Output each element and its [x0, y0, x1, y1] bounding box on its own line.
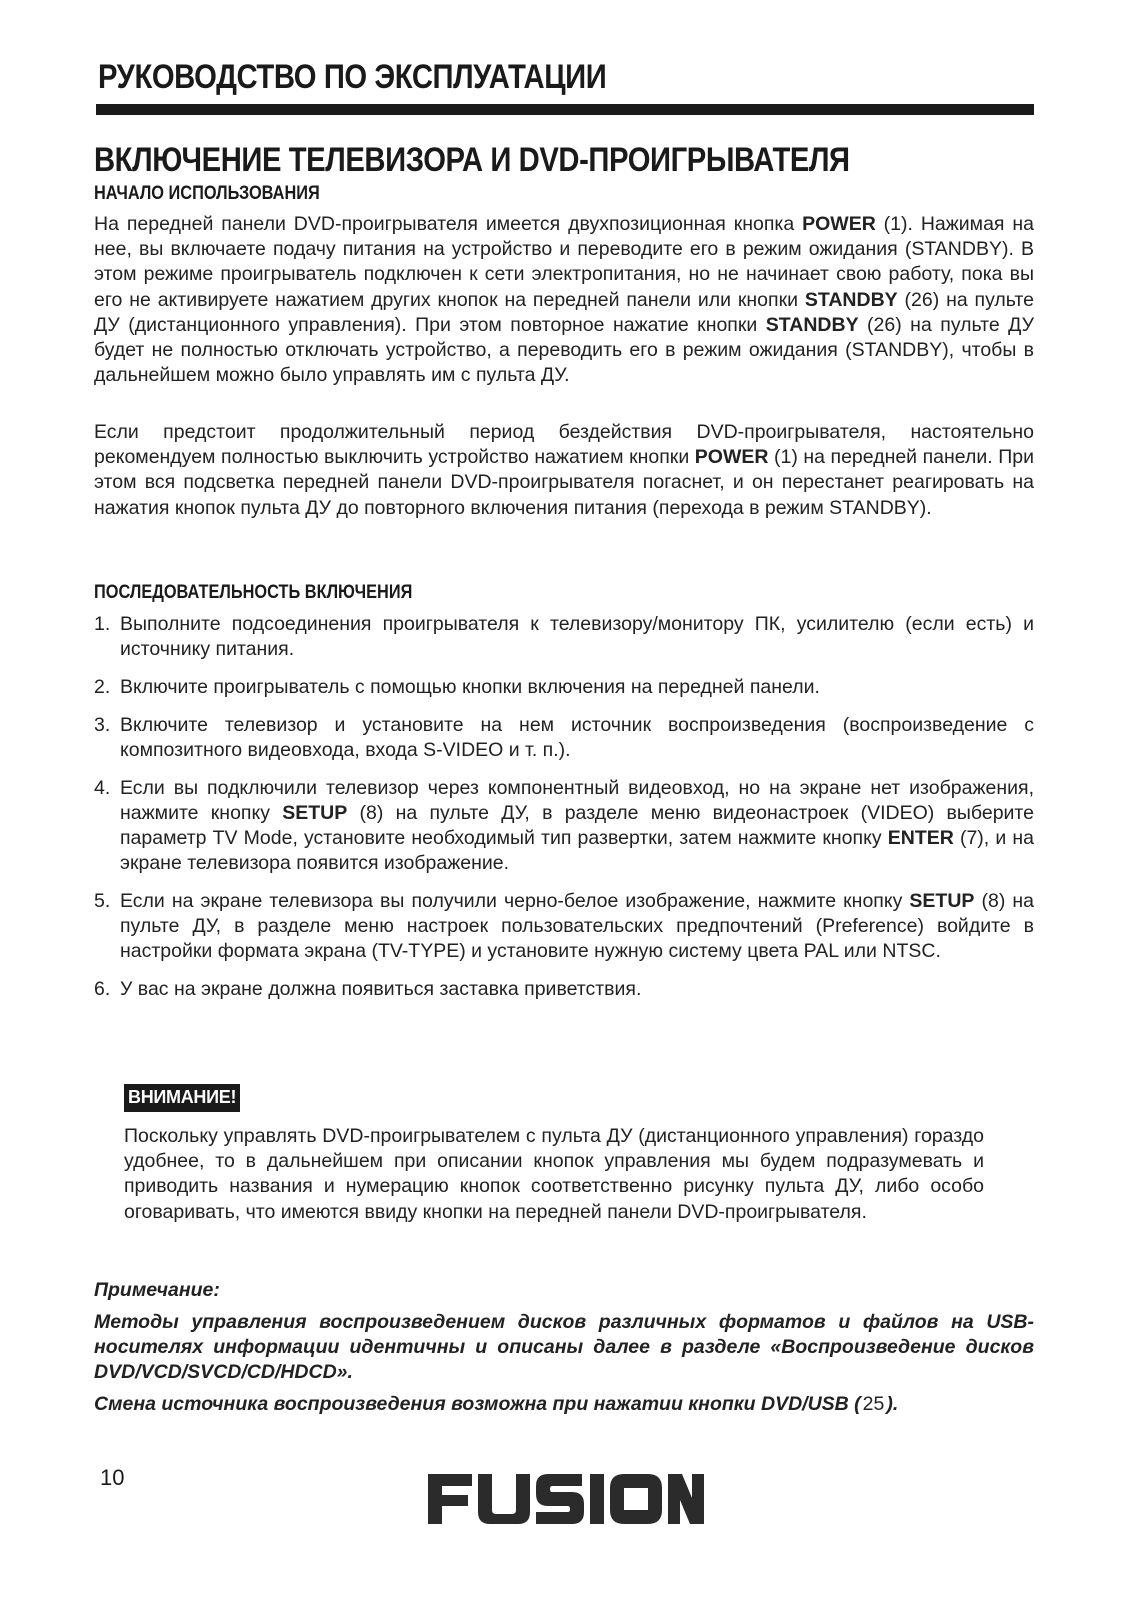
text-run: Если предстоит продолжительный период бездействия DVD-проигрывателя, настоятельно рекомендуем полностью выключить устройство нажатием кнопки — [94, 421, 1034, 469]
power-key-label: POWER — [802, 213, 876, 235]
text-run: Смена источника воспроизведения возможна при нажатии кнопки DVD/USB ( — [94, 1393, 861, 1415]
step-text: Если вы подключили телевизор через компонентный видеовход, но на экране нет изображения, нажмите кнопку — [120, 776, 1034, 824]
header-rule-divider — [96, 104, 1034, 115]
warning-text: Поскольку управлять DVD-проигрывателем с пульта ДУ (дистанционного управления) гораздо удобнее, то в дальнейшем при описании кнопок управления мы будем подразумевать и приводить названия и нумерацию кнопок соответственно рисунку пульта ДУ, либо особо оговаривать, что имеются ввиду кнопки на передней панели DVD-проигрывателя. — [124, 1125, 984, 1223]
list-item — [94, 675, 1034, 700]
step-number: 3. — [94, 713, 111, 736]
setup-key-label: SETUP — [282, 801, 348, 824]
list-item — [94, 889, 1034, 965]
step-text: Включите проигрыватель с помощью кнопки включения на передней панели. — [120, 675, 820, 698]
text-run: (26) на пульте ДУ будет не полностью отключать устройство, а переводить его в режим ожидания (STANDBY), чтобы в дальнейшем можно было управлять им с пульта ДУ. — [94, 313, 1034, 387]
power-on-steps-list — [94, 612, 1034, 1015]
note-text-source-switch — [94, 1392, 1034, 1417]
step-text: (8) на пульте ДУ, в разделе меню видеонастроек (VIDEO) выберите параметр TV Mode, установите необходимый тип развертки, затем нажмите кнопку — [120, 801, 1034, 849]
list-item — [94, 612, 1034, 662]
page-number: 10 — [100, 1465, 125, 1490]
standby-key-label: STANDBY — [765, 313, 859, 336]
list-item — [94, 776, 1034, 877]
text-run: (1) на передней панели. При этом вся подсветка передней панели DVD-проигрывателя погаснет, и он перестанет реагировать на нажатия кнопок пульта ДУ до повторного включения питания (перехода в режим STANDBY). — [94, 446, 1034, 519]
warning-badge: ВНИМАНИЕ! — [124, 1084, 240, 1112]
step-number: 6. — [94, 977, 111, 1000]
text-run: (26) на пульте ДУ (дистанционного управления). При этом повторное нажатие кнопки — [94, 288, 1034, 336]
step-text: (8) на пульте ДУ, в разделе меню настроек пользовательских предпочтений (Preference) войдите в настройки формата экрана (TV-TYPE) и установите нужную систему цвета PAL или NTSC. — [120, 889, 1034, 963]
text-run: На передней панели DVD-проигрывателя имеется двухпозиционная кнопка — [94, 213, 803, 235]
step-number: 1. — [94, 613, 111, 635]
start-paragraph-2 — [94, 420, 1034, 521]
power-key-label: POWER — [694, 446, 769, 469]
standby-key-label: STANDBY — [804, 288, 898, 311]
step-number: 2. — [94, 675, 111, 698]
setup-key-label: SETUP — [909, 889, 975, 912]
text-run: ). — [886, 1393, 899, 1415]
sequence-subheading: ПОСЛЕДОВАТЕЛЬНОСТЬ ВКЛЮЧЕНИЯ — [94, 582, 413, 603]
list-item — [94, 977, 1034, 1002]
step-text: (7), и на экране телевизора появится изображение. — [120, 826, 1034, 875]
note-title: Примечание: — [94, 1279, 220, 1301]
step-text: Если на экране телевизора вы получили черно-белое изображение, нажмите кнопку — [120, 889, 910, 912]
section-title: ВКЛЮЧЕНИЕ ТЕЛЕВИЗОРА И DVD-ПРОИГРЫВАТЕЛЯ — [94, 141, 850, 179]
step-number: 5. — [94, 889, 111, 912]
start-paragraph-1 — [94, 212, 1034, 388]
text-run: (1). Нажимая на нее, вы включаете подачу питания на устройство и переводите его в режим ожидания (STANDBY). В этом режиме проигрыватель подключен к сети электропитания, но не начинает свою работу, пока вы его не активируете нажатием других кнопок на передней панели или кнопки — [94, 213, 1034, 311]
note-text: Методы управления воспроизведением дисков различных форматов и файлов на USB-носителях информации идентичны и описаны далее в разделе «Воспроизведение дисков DVD/VCD/SVCD/CD/HDCD». — [94, 1311, 1034, 1384]
enter-key-label: ENTER — [887, 826, 954, 849]
step-text: Выполните подсоединения проигрывателя к телевизору/монитору ПК, усилителю (если есть) и источнику питания. — [120, 613, 1034, 661]
step-text: Включите телевизор и установите на нем источник воспроизведения (воспроизведение с композитного видеовхода, входа S-VIDEO и т. п.). — [120, 713, 1034, 761]
fusion-logo — [426, 1462, 704, 1534]
start-subheading: НАЧАЛО ИСПОЛЬЗОВАНИЯ — [94, 183, 320, 204]
fusion-logo-mark — [428, 1474, 704, 1524]
list-item — [94, 713, 1034, 763]
manual-header-title: РУКОВОДСТВО ПО ЭКСПЛУАТАЦИИ — [98, 58, 607, 96]
step-number: 4. — [94, 776, 111, 799]
key-number: 25 — [862, 1393, 885, 1415]
step-text: У вас на экране должна появиться заставка приветствия. — [120, 977, 642, 1000]
